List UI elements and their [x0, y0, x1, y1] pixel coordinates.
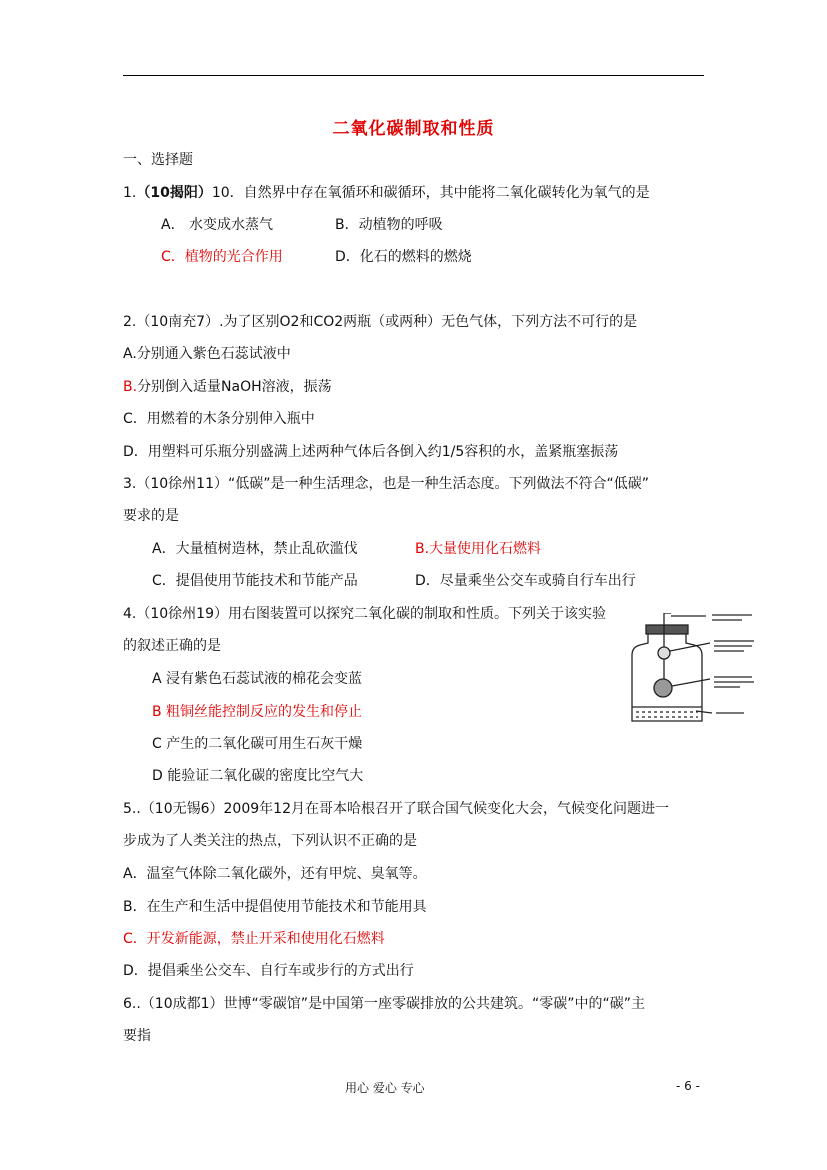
question-2-option-a: A.分别通入紫色石蕊试液中 — [123, 346, 291, 362]
question-1-option-a: A． 水变成水蒸气 — [161, 217, 274, 233]
question-3-option-c: C．提倡使用节能技术和节能产品 — [152, 573, 358, 589]
question-1-option-d: D．化石的燃料的燃烧 — [335, 249, 472, 265]
question-3-option-a: A．大量植树造林，禁止乱砍滥伐 — [152, 541, 358, 557]
question-3-stem: 3.（10徐州11）“低碳”是一种生活理念，也是一种生活态度。下列做法不符合“低碳” — [123, 476, 649, 492]
question-5-option-c: C．开发新能源，禁止开采和使用化石燃料 — [123, 931, 385, 947]
question-4-option-a: A 浸有紫色石蕊试液的棉花会变蓝 — [152, 671, 363, 687]
footer-motto: 用心 爱心 专心 — [345, 1081, 425, 1095]
question-3-option-b: B.大量使用化石燃料 — [415, 541, 542, 557]
question-1-option-c: C．植物的光合作用 — [161, 249, 283, 265]
page-title: 二氧化碳制取和性质 — [332, 119, 495, 139]
header-rule — [123, 75, 704, 76]
question-4-option-c: C 产生的二氧化碳可用生石灰干燥 — [152, 736, 363, 752]
apparatus-figure — [626, 613, 758, 731]
question-1-option-b: B．动植物的呼吸 — [335, 217, 443, 233]
question-4-stem-cont: 的叙述正确的是 — [123, 638, 221, 654]
question-5-option-a: A．温室气体除二氧化碳外，还有甲烷、臭氧等。 — [123, 866, 427, 882]
question-5-stem: 5..（10无锡6）2009年12月在哥本哈根召开了联合国气候变化大会，气候变化问题进一 — [123, 801, 669, 817]
question-2-option-b: B.分别倒入适量NaOH溶液，振荡 — [123, 379, 332, 395]
section-heading: 一、选择题 — [123, 152, 193, 168]
question-2-option-d: D．用塑料可乐瓶分别盛满上述两种气体后各倒入约1/5容积的水，盖紧瓶塞振荡 — [123, 444, 619, 460]
question-5-option-b: B．在生产和生活中提倡使用节能技术和节能用具 — [123, 899, 427, 915]
question-4-option-d: D 能验证二氧化碳的密度比空气大 — [152, 768, 364, 784]
question-6-stem: 6..（10成都1）世博“零碳馆”是中国第一座零碳排放的公共建筑。“零碳”中的“碳”主 — [123, 996, 646, 1012]
question-5-stem-cont: 步成为了人类关注的热点，下列认识不正确的是 — [123, 833, 417, 849]
question-4-option-b: B 粗铜丝能控制反应的发生和停止 — [152, 704, 363, 720]
question-3-option-d: D．尽量乘坐公交车或骑自行车出行 — [415, 573, 636, 589]
page-number: - 6 - — [676, 1079, 700, 1093]
question-2-option-c: C．用燃着的木条分别伸入瓶中 — [123, 411, 315, 427]
question-5-option-d: D．提倡乘坐公交车、自行车或步行的方式出行 — [123, 963, 414, 979]
question-4-stem: 4.（10徐州19）用右图装置可以探究二氧化碳的制取和性质。下列关于该实验 — [123, 606, 606, 622]
question-2-stem: 2.（10南充7）.为了区别O2和CO2两瓶（或两种）无色气体，下列方法不可行的是 — [123, 314, 638, 330]
question-1-stem: 1.（10揭阳）10．自然界中存在氧循环和碳循环，其中能将二氧化碳转化为氧气的是 — [123, 185, 650, 201]
question-3-stem-cont: 要求的是 — [123, 508, 179, 524]
question-6-stem-cont: 要指 — [123, 1028, 151, 1044]
